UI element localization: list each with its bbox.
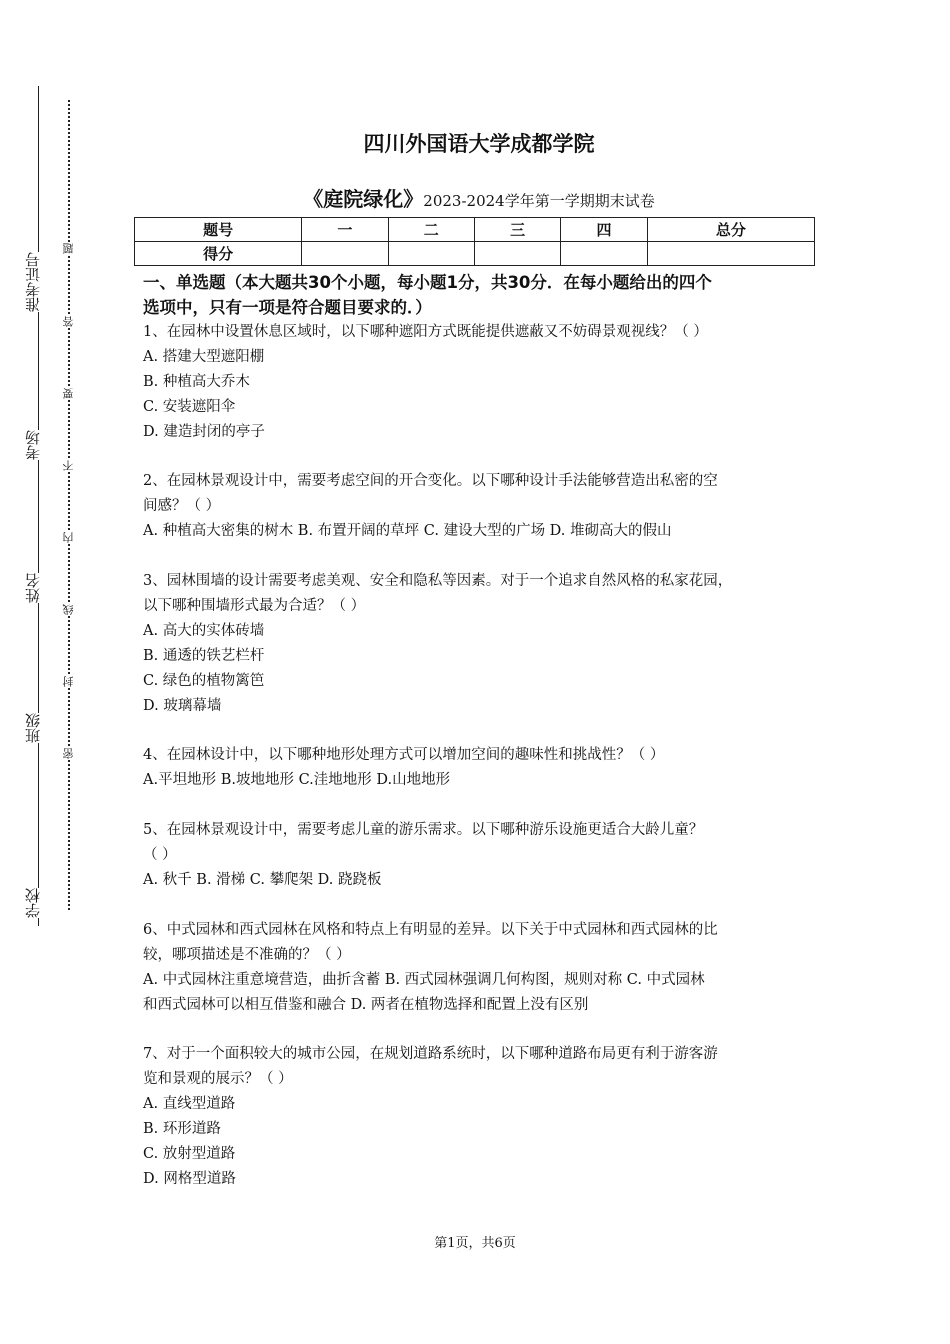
option: A. 种植高大密集的树木 B. 布置开阔的草坪 C. 建设大型的广场 D. 堆砌高大的假山 (143, 523, 672, 539)
seal-char: 题 (62, 243, 75, 254)
exam-room-label: 考场 (24, 430, 42, 460)
question-4 (143, 743, 815, 793)
option: A. 搭建大型遮阳棚 (143, 349, 265, 365)
binding-solid-line (38, 86, 39, 926)
score-header-cell: 三 (474, 218, 560, 242)
section-heading (143, 270, 815, 320)
admission-number-label: 准考证号 (24, 252, 42, 312)
option: B. 环形道路 (143, 1121, 221, 1137)
score-table (134, 217, 815, 266)
option: B. 种植高大乔木 (143, 374, 250, 390)
option: 和西式园林可以相互借鉴和融合 D. 两者在植物选择和配置上没有区别 (143, 997, 589, 1013)
option: C. 安装遮阳伞 (143, 399, 236, 415)
option: B. 通透的铁艺栏杆 (143, 648, 265, 664)
option: A. 秋千 B. 滑梯 C. 攀爬架 D. 跷跷板 (143, 872, 382, 888)
option: D. 网格型道路 (143, 1171, 236, 1187)
question-stem: 以下哪种围墙形式最为合适？（ ） (143, 598, 366, 614)
score-cell[interactable] (474, 242, 560, 266)
question-7 (143, 1042, 815, 1192)
course-name: 《庭院绿化》 (303, 187, 424, 211)
score-cell[interactable] (561, 242, 647, 266)
seal-char: 不 (62, 460, 75, 471)
score-header-cell: 四 (561, 218, 647, 242)
question-stem: 间感？（ ） (143, 498, 221, 514)
score-row-label: 得分 (135, 242, 302, 266)
question-stem: 5、在园林景观设计中，需要考虑儿童的游乐需求。以下哪种游乐设施更适合大龄儿童？ (143, 822, 704, 838)
option: C. 绿色的植物篱笆 (143, 673, 265, 689)
section-heading-line: 一、单选题（本大题共30个小题，每小题1分，共30分．在每小题给出的四个 (143, 273, 712, 292)
binding-dotted-line (68, 100, 70, 910)
seal-char: 线 (62, 604, 75, 615)
page-footer: 第1页，共6页 (434, 1236, 516, 1251)
score-header-row (135, 218, 815, 242)
score-header-cell: 一 (302, 218, 388, 242)
question-6 (143, 918, 815, 1018)
question-2 (143, 469, 815, 544)
question-stem: （ ） (143, 847, 177, 863)
exam-subtitle (143, 183, 815, 212)
question-5 (143, 818, 815, 893)
question-1 (143, 320, 815, 445)
score-header-cell: 题号 (135, 218, 302, 242)
term-text: 2023-2024学年第一学期期末试卷 (423, 192, 655, 210)
question-3 (143, 569, 815, 719)
section-heading-line: 选项中，只有一项是符合题目要求的．） (143, 298, 432, 317)
option: A. 高大的实体砖墙 (143, 623, 265, 639)
score-header-cell: 总分 (647, 218, 814, 242)
question-stem: 3、园林围墙的设计需要考虑美观、安全和隐私等因素。对于一个追求自然风格的私家花园， (143, 573, 733, 589)
seal-char: 密 (62, 748, 75, 759)
question-stem: 7、对于一个面积较大的城市公园，在规划道路系统时，以下哪种道路布局更有利于游客游 (143, 1046, 718, 1062)
seal-char: 答 (62, 316, 75, 327)
name-label: 姓名 (24, 573, 42, 603)
question-stem: 6、中式园林和西式园林在风格和特点上有明显的差异。以下关于中式园林和西式园林的比 (143, 922, 718, 938)
question-stem: 2、在园林景观设计中，需要考虑空间的开合变化。以下哪种设计手法能够营造出私密的空 (143, 473, 718, 489)
option: A.平坦地形 B.坡地地形 C.洼地地形 D.山地地形 (143, 772, 451, 788)
seal-char: 内 (62, 532, 75, 543)
school-label: 学校 (24, 888, 42, 918)
option: D. 玻璃幕墙 (143, 698, 222, 714)
class-label: 班级 (24, 713, 42, 743)
question-stem: 1、在园林中设置休息区域时，以下哪种遮阳方式既能提供遮蔽又不妨碍景观视线？（ ） (143, 324, 708, 340)
binding-margin (0, 0, 100, 1344)
school-title: 四川外国语大学成都学院 (363, 132, 595, 156)
option: A. 中式园林注重意境营造，曲折含蓄 B. 西式园林强调几何构图，规则对称 C. 中式园林 (143, 972, 705, 988)
question-stem: 4、在园林设计中，以下哪种地形处理方式可以增加空间的趣味性和挑战性？（ ） (143, 747, 665, 763)
seal-char: 封 (62, 676, 75, 687)
score-cell[interactable] (647, 242, 814, 266)
question-stem: 览和景观的展示？（ ） (143, 1071, 293, 1087)
question-stem: 较，哪项描述是不准确的？（ ） (143, 947, 351, 963)
option: A. 直线型道路 (143, 1096, 236, 1112)
score-cell[interactable] (302, 242, 388, 266)
option: C. 放射型道路 (143, 1146, 236, 1162)
score-header-cell: 二 (388, 218, 474, 242)
option: D. 建造封闭的亭子 (143, 424, 265, 440)
seal-char: 要 (62, 388, 75, 399)
score-cell[interactable] (388, 242, 474, 266)
score-row (135, 242, 815, 266)
